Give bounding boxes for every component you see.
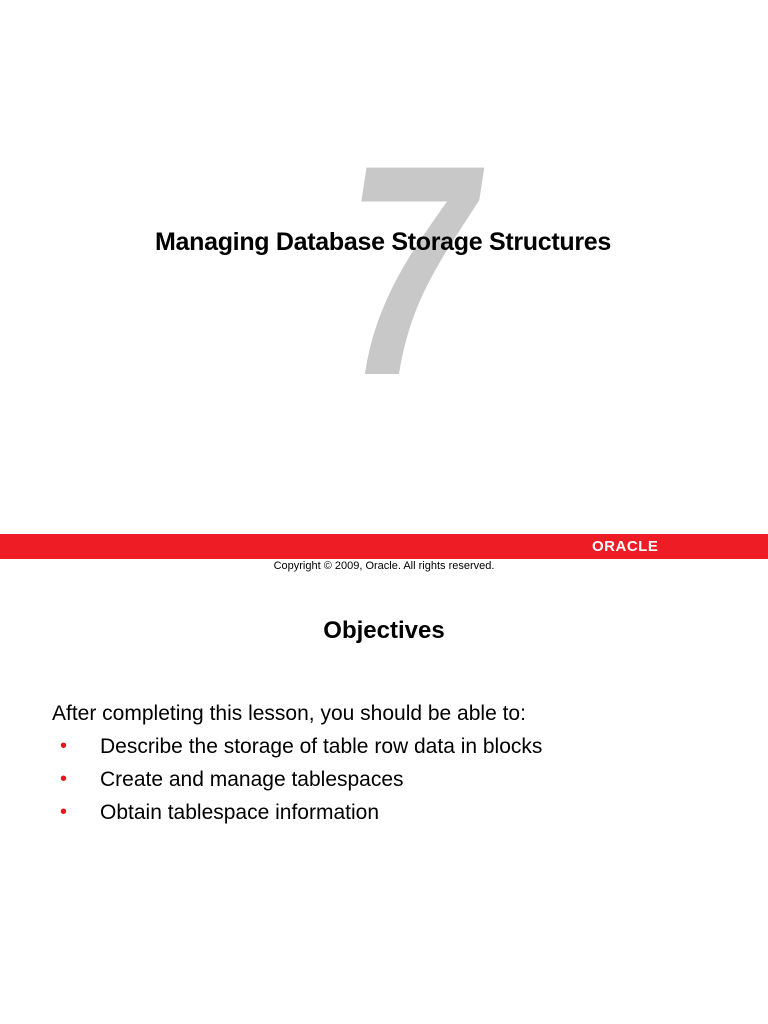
bullet-icon: • (60, 768, 68, 790)
chapter-number: 7 (345, 102, 476, 438)
page-title: Managing Database Storage Structures (155, 228, 611, 256)
list-item (60, 735, 542, 768)
objective-text: Describe the storage of table row data in blocks (100, 735, 543, 758)
list-item (60, 768, 542, 801)
objectives-list (60, 735, 542, 834)
objective-text: Obtain tablespace information (100, 801, 379, 824)
objectives-intro: After completing this lesson, you should be able to: (52, 702, 526, 725)
bullet-icon: • (60, 801, 68, 823)
objectives-title: Objectives (323, 617, 445, 644)
oracle-logo: ORACLE (592, 538, 659, 555)
objective-text: Create and manage tablespaces (100, 768, 404, 791)
copyright-notice: Copyright © 2009, Oracle. All rights reserved. (273, 560, 495, 572)
list-item (60, 801, 542, 834)
bullet-icon: • (60, 735, 68, 757)
